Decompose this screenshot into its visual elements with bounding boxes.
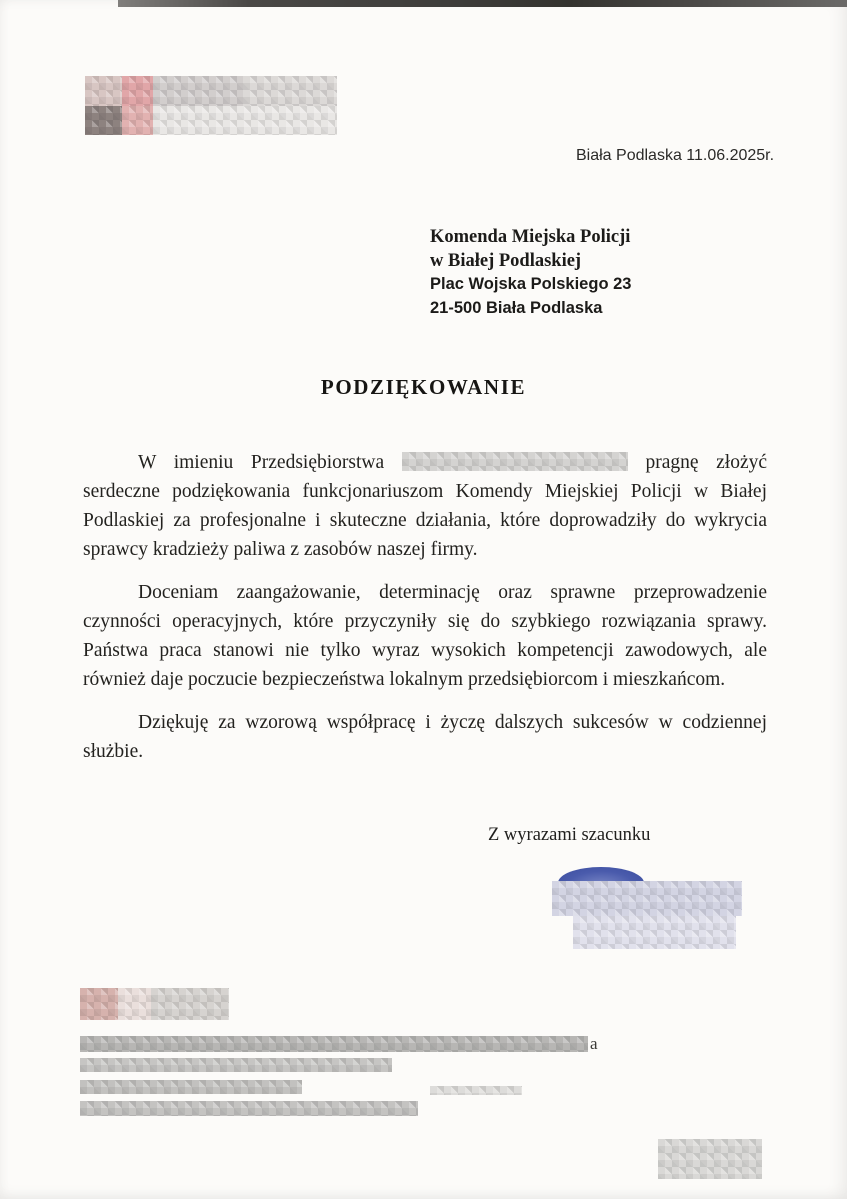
recipient-line-1: Komenda Miejska Policji: [430, 227, 631, 247]
date-line: Biała Podlaska 11.06.2025r.: [576, 147, 775, 164]
footer-text-fragment: a: [590, 1034, 598, 1053]
letter-title: PODZIĘKOWANIE: [320, 375, 527, 399]
footer-logo-pixel-block: [151, 988, 229, 1020]
logo-pixel-block: [153, 106, 337, 135]
redacted-footer-line-2: [80, 1058, 392, 1072]
recipient-line-4: 21-500 Biała Podlaska: [430, 298, 603, 317]
paragraph-1-rest: pragnę złożyć serdeczne podziękowania funkcjonariuszom Komendy Miejskiej Policji w Białej Podlaskiej za profesjonalne i skuteczne działania, które doprowadziły do wykrycia sprawcy kradzieży paliwa z zasobów naszej firmy.: [83, 452, 768, 560]
redacted-bottom-right-block: [658, 1139, 762, 1179]
logo-pixel-block: [85, 76, 122, 106]
redacted-letterhead-logo: [85, 76, 337, 135]
letter-body: [83, 448, 767, 780]
closing-line: Z wyrazami szacunku: [488, 825, 651, 845]
logo-pixel-block: [243, 76, 337, 106]
paragraph-2: Doceniam zaangażowanie, determinację oraz sprawne przeprowadzenie czynności operacyjnych, które przyczyniły się do szybkiego rozwiązania sprawy. Państwa praca stanowi nie tylko wyraz wysokich kompetencji zawodowych, ale również daje poczucie bezpieczeństwa lokalnym przedsiębiorcom i mieszkańcom.: [83, 582, 767, 690]
paragraph-3: Dziękuję za wzorową współpracę i życzę dalszych sukcesów w codziennej służbie.: [83, 712, 767, 762]
paragraph-1-lead: W imieniu Przedsiębiorstwa: [138, 452, 385, 473]
logo-pixel-block: [153, 76, 243, 106]
scan-edge-artifact: [118, 0, 847, 7]
redacted-signature-block: [573, 916, 736, 949]
footer-logo-pixel-block: [118, 988, 151, 1020]
redacted-footer-logo: [80, 988, 229, 1020]
recipient-block: [430, 226, 631, 320]
redacted-footer-line-4: [80, 1101, 418, 1116]
redacted-footer-line-3b: [430, 1086, 522, 1095]
paragraph-1: [83, 448, 767, 564]
logo-pixel-block: [122, 76, 153, 106]
recipient-line-2: w Białej Podlaskiej: [430, 250, 582, 271]
recipient-line-3: Plac Wojska Polskiego 23: [430, 275, 632, 293]
footer-logo-pixel-block: [80, 988, 118, 1020]
redacted-company-name: [402, 452, 628, 471]
logo-pixel-block: [122, 106, 153, 135]
logo-pixel-block: [85, 106, 122, 135]
redacted-footer-line-3: [80, 1080, 302, 1094]
redacted-footer-line-1: [80, 1036, 588, 1052]
redacted-signature-block: [552, 881, 742, 916]
